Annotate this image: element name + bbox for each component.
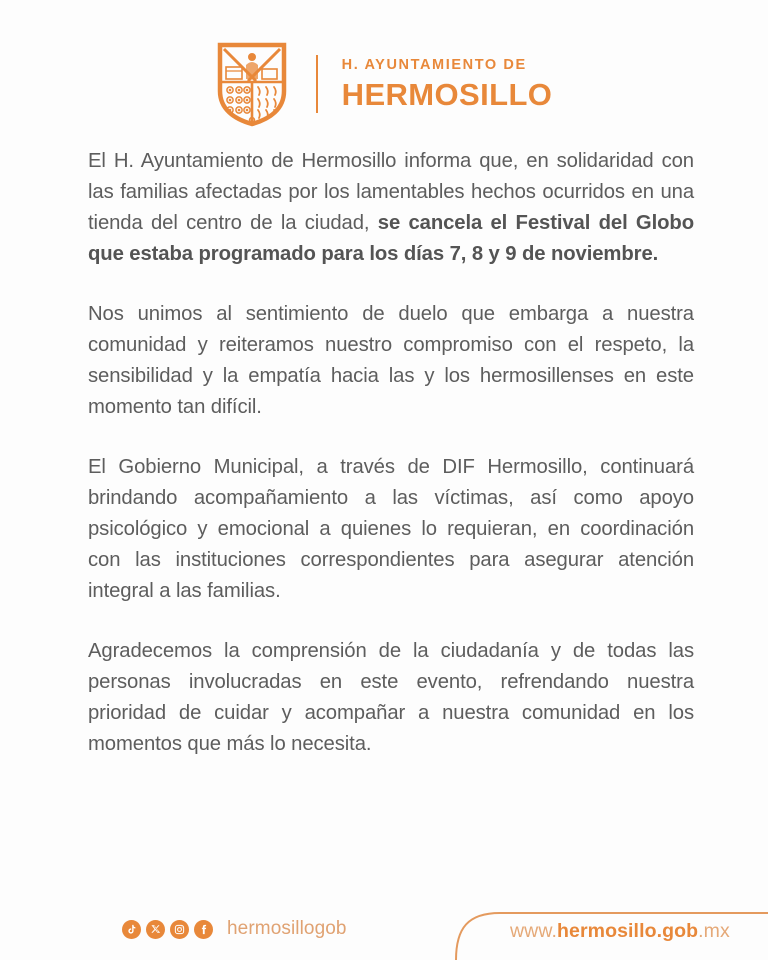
emphasis-text-run: se cancela el Festival del Globo que estaba programado para los días 7, 8 y 9 de noviembre. <box>88 212 694 265</box>
url-prefix: www. <box>510 920 557 942</box>
website-url-text[interactable] <box>510 920 730 943</box>
facebook-icon[interactable] <box>194 920 213 939</box>
text-run: Nos unimos al sentimiento de duelo que embarga a nuestra comunidad y reiteramos nuestro compromiso con el respeto, la sensibilidad y la empatía hacia las y los hermosillenses en este momento tan difícil. <box>88 303 694 418</box>
url-domain: hermosillo.gob <box>557 920 699 942</box>
paragraph-cancellation <box>88 146 694 270</box>
website-url-block[interactable] <box>438 894 768 960</box>
page-header <box>0 0 768 132</box>
text-run: El Gobierno Municipal, a través de DIF Hermosillo, continuará brindando acompañamiento a las víctimas, así como apoyo psicológico y emocional a quienes lo requieran, en coordinación con las instituciones correspondientes para asegurar atención integral a las familias. <box>88 456 694 602</box>
text-run: Agradecemos la comprensión de la ciudadanía y de todas las personas involucradas en este evento, refrendando nuestra prioridad de cuidar y acompañar a nuestra comunidad en los momentos que más lo necesita. <box>88 640 694 755</box>
announcement-body <box>0 132 768 760</box>
hermosillo-coat-of-arms-icon <box>216 41 288 127</box>
social-links-group <box>122 918 347 940</box>
tiktok-icon[interactable] <box>122 920 141 939</box>
x-twitter-icon[interactable] <box>146 920 165 939</box>
header-divider <box>316 55 318 113</box>
text-run: El H. Ayuntamiento de Hermosillo informa que, en solidaridad con las familias afectadas por los lamentables hechos ocurridos en una tienda del centro de la ciudad, <box>88 150 694 234</box>
instagram-icon[interactable] <box>170 920 189 939</box>
page-footer <box>0 882 768 960</box>
brand-block <box>342 58 553 110</box>
social-handle-label: hermosillogob <box>227 918 347 939</box>
brand-main-line: HERMOSILLO <box>341 76 553 112</box>
url-suffix: .mx <box>698 920 730 942</box>
paragraph-thanks <box>88 636 694 760</box>
paragraph-condolences <box>88 299 694 423</box>
paragraph-support <box>88 452 694 607</box>
brand-top-line: H. AYUNTAMIENTO DE <box>341 57 527 74</box>
